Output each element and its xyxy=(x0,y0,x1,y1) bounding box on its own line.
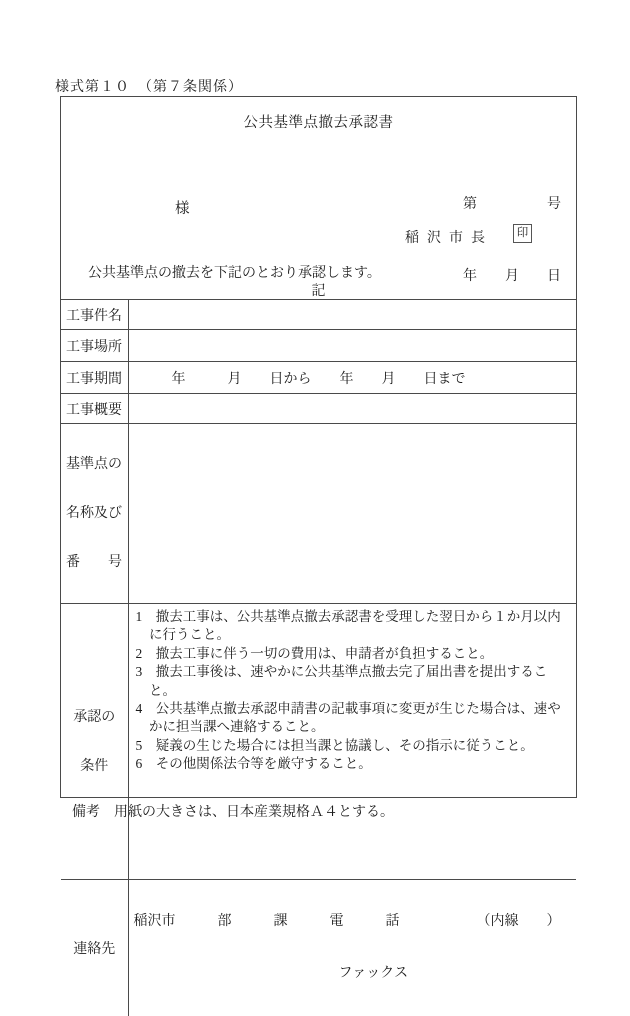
benchmark-label-line1: 基準点の xyxy=(66,456,128,473)
table-row-conditions xyxy=(61,604,576,880)
table-row-benchmark xyxy=(61,424,576,604)
contact-label: 連絡先 xyxy=(61,880,128,1016)
benchmark-value xyxy=(128,424,576,604)
condition-item-2: 2 撤去工事に伴う一切の費用は、申請者が負担すること。 xyxy=(136,645,572,663)
record-marker: 記 xyxy=(61,280,576,300)
table-row-construction-name xyxy=(61,300,576,330)
conditions-label-line2: 条件 xyxy=(61,758,128,775)
seal-mark: 印 xyxy=(513,224,532,243)
construction-site-label: 工事場所 xyxy=(61,330,128,362)
table-row-construction-site xyxy=(61,330,576,362)
addressee-suffix: 様 xyxy=(175,197,190,218)
form-table xyxy=(61,299,576,1016)
construction-period-label: 工事期間 xyxy=(61,362,128,394)
conditions-value xyxy=(128,604,576,880)
document-date-line: 年 月 日 xyxy=(463,265,561,289)
condition-item-6: 6 その他関係法令等を厳守すること。 xyxy=(136,755,572,773)
construction-outline-value xyxy=(128,394,576,424)
conditions-label-line1: 承認の xyxy=(61,709,128,726)
table-row-construction-outline xyxy=(61,394,576,424)
contact-value xyxy=(128,880,576,1016)
contact-line-1: 稲沢市 部 課 電 話 （内線 ） xyxy=(129,912,577,932)
document-number-line: 第 号 xyxy=(463,193,561,217)
contact-line-2: ファックス xyxy=(129,964,577,984)
form-border-box xyxy=(60,96,577,798)
form-number-label: 様式第１０ （第７条関係） xyxy=(55,76,243,96)
conditions-label xyxy=(61,604,128,880)
table-row-construction-period xyxy=(61,362,576,394)
document-title: 公共基準点撤去承認書 xyxy=(61,111,576,132)
issuer-title: 稲沢市長 xyxy=(405,227,493,247)
condition-item-3: 3 撤去工事後は、速やかに公共基準点撤去完了届出書を提出すること。 xyxy=(136,663,572,700)
construction-period-value: 年 月 日から 年 月 日まで xyxy=(128,362,576,394)
construction-site-value xyxy=(128,330,576,362)
approval-sentence: 公共基準点の撤去を下記のとおり承認します。 xyxy=(88,262,381,282)
condition-item-4: 4 公共基準点撤去承認申請書の記載事項に変更が生じた場合は、速やかに担当課へ連絡すること。 xyxy=(136,700,572,737)
table-row-contact xyxy=(61,880,576,1016)
construction-name-label: 工事件名 xyxy=(61,300,128,330)
condition-item-5: 5 疑義の生じた場合には担当課と協議し、その指示に従うこと。 xyxy=(136,737,572,755)
construction-outline-label: 工事概要 xyxy=(61,394,128,424)
benchmark-label-line3: 番 号 xyxy=(66,554,128,571)
benchmark-label xyxy=(61,424,128,604)
benchmark-label-line2: 名称及び xyxy=(66,505,128,522)
construction-name-value xyxy=(128,300,576,330)
remarks-note: 備考 用紙の大きさは、日本産業規格Ａ４とする。 xyxy=(72,801,394,821)
condition-item-1: 1 撤去工事は、公共基準点撤去承認書を受理した翌日から１か月以内に行うこと。 xyxy=(136,608,572,645)
